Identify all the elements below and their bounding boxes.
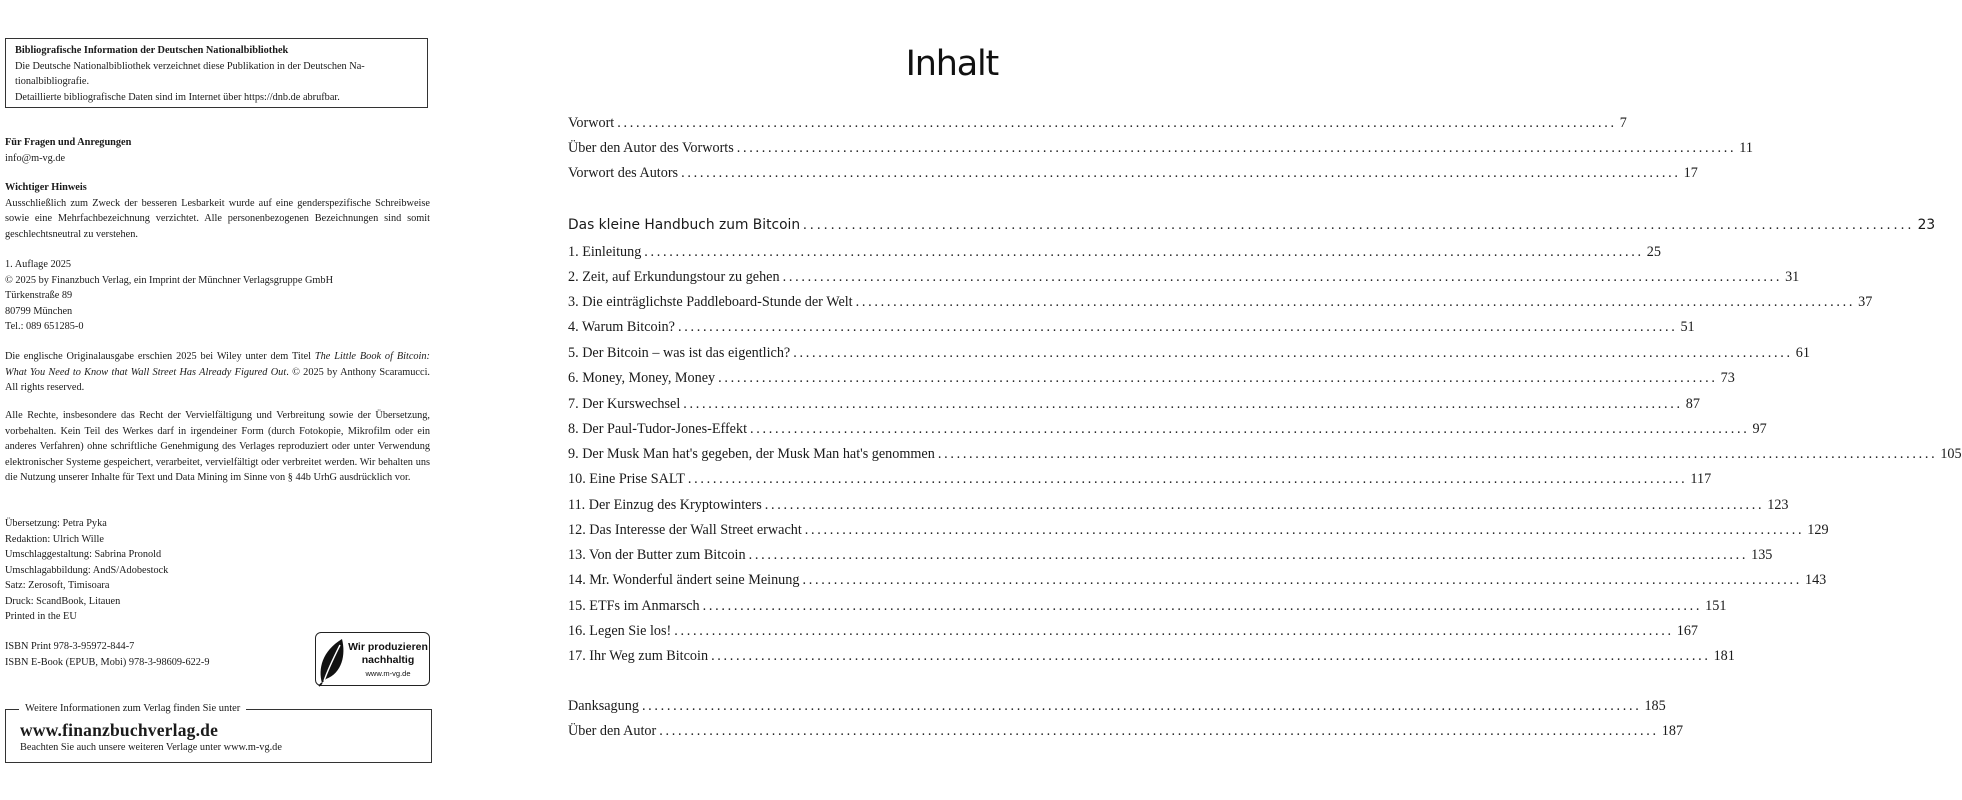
credit-line: Printed in the EU [5,611,77,622]
toc-entry-label: Über den Autor des Vorworts [568,140,734,156]
toc-entry-page: 181 [1713,648,1735,664]
address-city: 80799 München [5,305,73,317]
toc-entry-label: Vorwort des Autors [568,165,679,181]
credit-line: Druck: ScandBook, Litauen [5,595,121,607]
toc-entry-chapter[interactable] [568,420,1767,438]
toc-dot-leader: ................................................................................................................................................................ [937,446,1938,462]
toc-entry-label: 9. Der Musk Man hat's gegeben, der Musk Man hat's genommen [568,446,935,462]
toc-entry-page: 73 [1720,370,1735,386]
toc-entry-chapter[interactable] [568,395,1700,413]
toc-entry-page: 187 [1661,723,1684,739]
toc-entry-chapter[interactable] [568,445,1962,463]
toc-entry-page: 97 [1752,421,1767,437]
toc-entry-label: 1. Einleitung [568,244,642,260]
toc-entry-label: 5. Der Bitcoin – was ist das eigentlich? [568,345,791,361]
toc-entry-page: 185 [1644,698,1666,714]
isbn-ebook: ISBN E-Book (EPUB, Mobi) 978-3-98609-622-9 [5,656,210,668]
bib-text-line: Detaillierte bibliografische Daten sind im Internet über https://dnb.de abrufbar. [15,91,340,103]
toc-entry-page: 151 [1705,598,1727,614]
toc-entry-page: 7 [1619,115,1627,131]
toc-entry-page: 129 [1807,522,1829,538]
toc-dot-leader: ................................................................................................................................................................ [617,115,1617,131]
isbn-print: ISBN Print 978-3-95972-844-7 [5,641,135,652]
toc-dot-leader: ................................................................................................................................................................ [674,623,1674,639]
toc-entry-label: 6. Money, Money, Money [568,370,716,386]
toc-entry-label: 17. Ihr Weg zum Bitcoin [568,648,709,664]
toc-dot-leader: ................................................................................................................................................................ [750,421,1750,437]
toc-title: Inhalt [905,44,998,84]
toc-entry-label: 10. Eine Prise SALT [568,471,685,487]
toc-entry-page: 37 [1858,294,1873,310]
toc-dot-leader: ................................................................................................................................................................ [644,244,1644,260]
bib-title: Bibliografische Information der Deutschen Nationalbibliothek [15,45,289,56]
toc-entry-label: Danksagung [568,698,639,714]
sustainability-badge [315,632,430,686]
toc-entry-front[interactable] [568,139,1753,157]
toc-entry-back[interactable] [568,722,1684,740]
toc-entry-label: 12. Das Interesse der Wall Street erwacht [568,522,802,538]
toc-entry-chapter[interactable] [568,369,1735,387]
address-street: Türkenstraße 89 [5,290,73,301]
toc-entry-label: 8. Der Paul-Tudor-Jones-Effekt [568,421,748,437]
toc-entry-page: 25 [1646,244,1661,260]
toc-entry-page: 167 [1676,623,1699,639]
notice-text: Ausschließlich zum Zweck der besseren Lesbarkeit wurde auf eine genderspezifische Schreibweise sowie eine Mehrfachbezeichnung verzichtet. Alle personenbezogenen Bezeichnungen sind somit geschlechtsneutral zu verstehen. [5,197,430,240]
toc-entry-chapter[interactable] [568,597,1727,615]
toc-entry-front[interactable] [568,114,1627,132]
original-suffix: . © 2025 by Anthony Scaramucci. All rights reserved. [5,366,431,393]
toc-dot-leader: ................................................................................................................................................................ [855,294,1856,310]
leaf-icon [316,633,350,687]
credit-line: Satz: Zerosoft, Timisoara [5,580,110,591]
original-title: The Little Book of Bitcoin: What You Need to Know that Wall Street Has Already Figured Out [5,351,430,378]
toc-dot-leader: ................................................................................................................................................................ [711,648,1711,664]
questions-block [5,135,430,166]
toc-entry-chapter[interactable] [568,546,1773,564]
table-of-contents-page [568,0,1962,800]
publisher-more-text: Beachten Sie auch unsere weiteren Verlage unter www.m-vg.de [20,742,282,753]
toc-entry-chapter[interactable] [568,647,1735,665]
toc-dot-leader: ................................................................................................................................................................ [736,140,1737,156]
toc-entry-page: 87 [1685,396,1700,412]
toc-dot-leader: ................................................................................................................................................................ [748,547,1749,563]
toc-entry-chapter[interactable] [568,318,1695,336]
toc-entry-page: 61 [1795,345,1810,361]
publisher-url-link[interactable]: www.finanzbuchverlag.de [20,720,219,740]
toc-dot-leader: ................................................................................................................................................................ [641,698,1642,714]
toc-dot-leader: ................................................................................................................................................................ [803,217,1915,233]
credit-line: Umschlagabbildung: AndS/Adobestock [5,564,169,576]
toc-entry-label: 13. Von der Butter zum Bitcoin [568,547,746,563]
toc-entry-chapter[interactable] [568,243,1661,261]
toc-entry-label: Über den Autor [568,723,657,739]
toc-entry-page: 17 [1683,165,1698,181]
phone-line: Tel.: 089 651285-0 [5,321,84,332]
toc-entry-label: 7. Der Kurswechsel [568,396,681,412]
toc-entry-chapter[interactable] [568,470,1712,488]
toc-entry-chapter[interactable] [568,521,1829,539]
toc-entry-chapter[interactable] [568,571,1827,589]
sustainability-url: www.m-vg.de [365,669,411,678]
edition-line: 1. Auflage 2025 [5,259,72,270]
toc-dot-leader: ................................................................................................................................................................ [681,165,1681,181]
toc-entry-label: 2. Zeit, auf Erkundungstour zu gehen [568,269,780,285]
toc-entry-page: 11 [1739,140,1753,156]
toc-entry-label: Vorwort [568,115,615,131]
toc-entry-chapter[interactable] [568,622,1699,640]
toc-entry-back[interactable] [568,697,1666,715]
credit-line: Redaktion: Ulrich Wille [5,533,104,545]
toc-dot-leader: ................................................................................................................................................................ [793,345,1793,361]
toc-dot-leader: ................................................................................................................................................................ [718,370,1718,386]
toc-entry-page: 51 [1680,319,1695,335]
toc-section-page: 23 [1917,217,1936,233]
publisher-legend: Weitere Informationen zum Verlag finden Sie unter [19,701,246,717]
toc-entry-label: 4. Warum Bitcoin? [568,319,675,335]
original-edition-text [5,349,430,396]
contact-email[interactable]: info@m-vg.de [5,152,66,164]
toc-dot-leader: ................................................................................................................................................................ [764,497,1765,513]
copyright-line: © 2025 by Finanzbuch Verlag, ein Imprint der Münchner Verlagsgruppe GmbH [5,274,334,286]
questions-heading: Für Fragen und Anregungen [5,137,132,148]
credit-line: Umschlaggestaltung: Sabrina Pronold [5,549,162,560]
toc-entry-label: 11. Der Einzug des Kryptowinters [568,497,762,513]
toc-section-label: Das kleine Handbuch zum Bitcoin [568,217,801,233]
original-edition-block [5,349,430,396]
bibliographic-info-box [5,38,428,108]
toc-dot-leader: ................................................................................................................................................................ [702,598,1703,614]
sustainability-line2: nachhaltig [361,654,415,666]
toc-section-heading[interactable] [568,216,1936,234]
sustainability-line1: Wir produzieren [348,641,428,653]
toc-dot-leader: ................................................................................................................................................................ [659,723,1659,739]
toc-entry-front[interactable] [568,164,1698,182]
original-prefix: Die englische Originalausgabe erschien 2025 bei Wiley unter dem Titel [5,351,315,362]
toc-dot-leader: ................................................................................................................................................................ [782,269,1783,285]
publisher-info-box [5,703,432,763]
toc-entry-chapter[interactable] [568,293,1873,311]
toc-entry-label: 3. Die einträglichste Paddleboard-Stunde der Welt [568,294,853,310]
toc-entry-page: 117 [1690,471,1712,487]
toc-entry-page: 123 [1767,497,1789,513]
toc-dot-leader: ................................................................................................................................................................ [677,319,1678,335]
sustainability-text [348,641,428,667]
notice-block [5,180,430,242]
edition-block [5,257,430,335]
notice-heading: Wichtiger Hinweis [5,182,87,193]
rights-text: Alle Rechte, insbesondere das Recht der Vervielfältigung und Verbreitung sowie der Übersetzung, vorbehalten. Kein Teil des Werkes darf in irgendeiner Form (durch Fotokopie, Mikrofilm oder ein anderes Verfahren) ohne schriftliche Genehmigung des Verlages reproduziert oder unter Verwendung elektronischer Systeme gespeichert, verarbeitet, vervielfältigt oder verbreitet werden. Wir behalten uns die Nutzung unserer Inhalte für Text und Data Mining im Sinne von § 44b UrhG ausdrücklich vor. [5,410,430,483]
toc-entry-label: 14. Mr. Wonderful ändert seine Meinung [568,572,800,588]
toc-entry-chapter[interactable] [568,496,1789,514]
toc-entry-page: 31 [1785,269,1800,285]
toc-entry-chapter[interactable] [568,344,1810,362]
toc-dot-leader: ................................................................................................................................................................ [683,396,1683,412]
bib-text-line: Die Deutsche Nationalbibliothek verzeichnet diese Publikation in der Deutschen Na- [15,60,365,72]
toc-entry-label: 16. Legen Sie los! [568,623,672,639]
toc-entry-chapter[interactable] [568,268,1800,286]
toc-entry-label: 15. ETFs im Anmarsch [568,598,700,614]
toc-entry-page: 135 [1751,547,1773,563]
credits-block [5,516,430,625]
toc-entry-page: 143 [1804,572,1827,588]
toc-entry-page: 105 [1940,446,1962,462]
toc-dot-leader: ................................................................................................................................................................ [804,522,1805,538]
toc-dot-leader: ................................................................................................................................................................ [687,471,1688,487]
toc-dot-leader: ................................................................................................................................................................ [802,572,1802,588]
imprint-page [0,0,480,800]
rights-block [5,408,430,486]
bib-text-line: tionalbibliografie. [15,76,90,88]
credit-line: Übersetzung: Petra Pyka [5,518,107,529]
